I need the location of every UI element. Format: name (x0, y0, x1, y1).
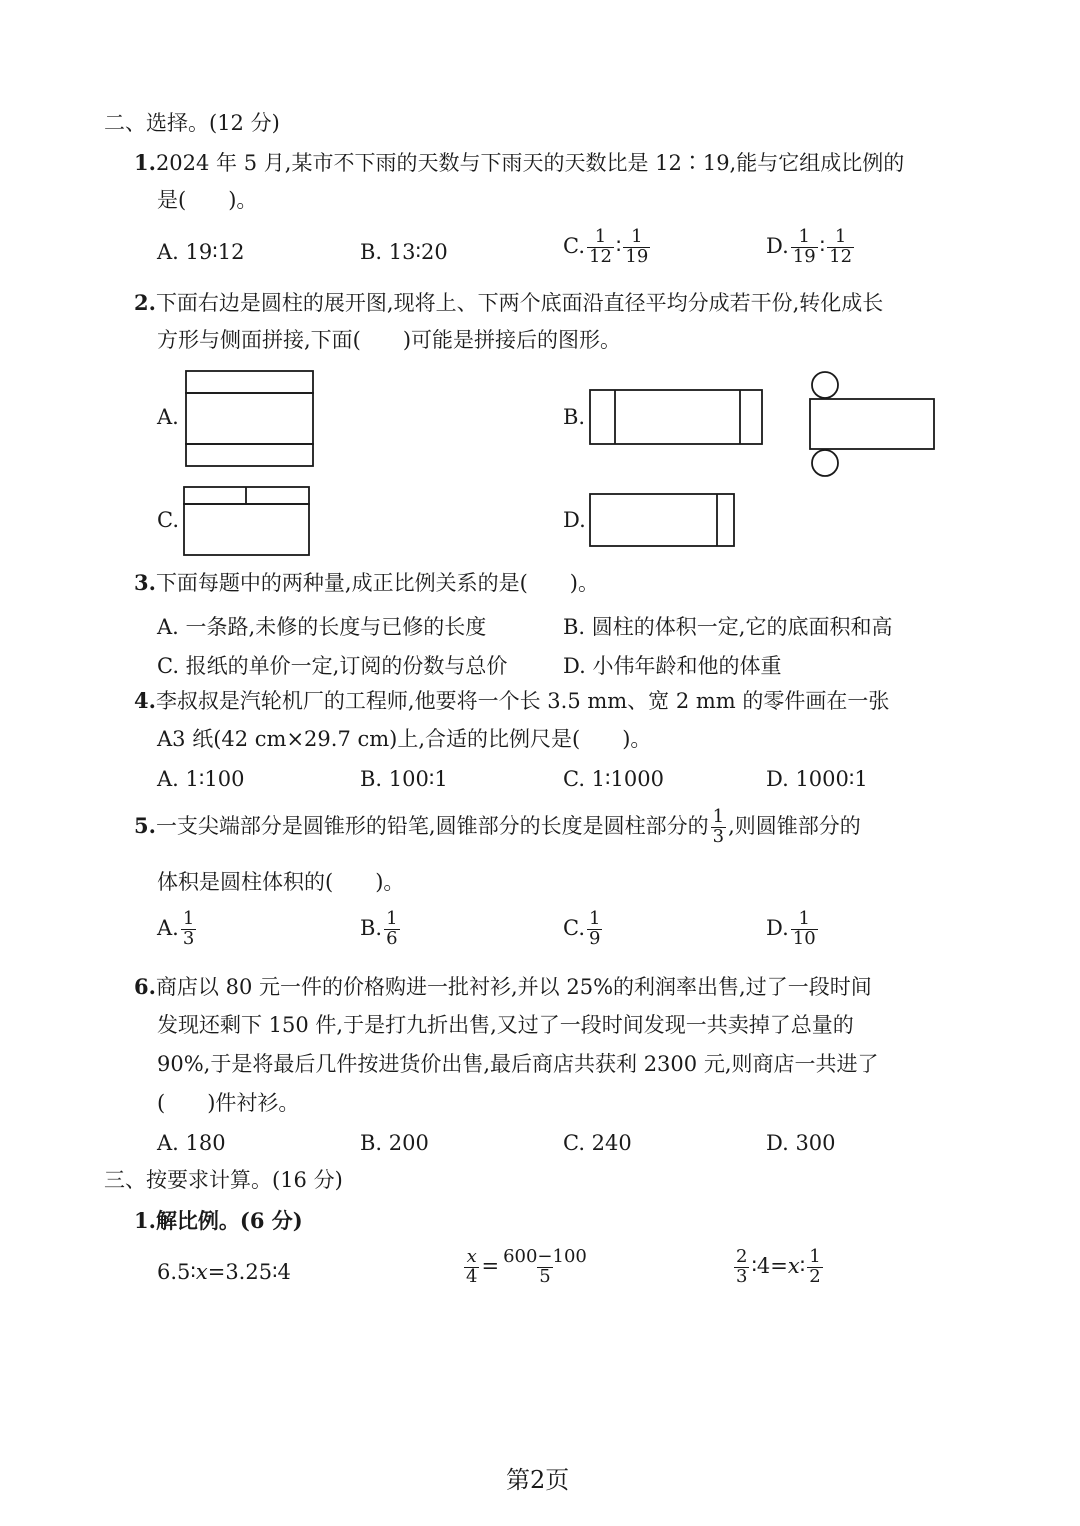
q3-number: 3. (134, 570, 156, 595)
q6-line1: 商店以 80 元一件的价格购进一批衬衫,并以 25%的利润率出售,过了一段时间 (155, 975, 872, 999)
q6-line4: ( )件衬衫。 (157, 1091, 300, 1115)
q1-option-b[interactable]: B. 13∶20 (360, 240, 448, 264)
fraction: $\frac{2}{3}$ (736, 1246, 748, 1287)
q2-option-a-label[interactable]: A. (157, 405, 179, 429)
s3-q1-title: 解比例。(6 分) (155, 1208, 303, 1233)
q4-option-c[interactable]: C. 1∶1000 (563, 767, 664, 791)
fraction: $\frac{1}{2}$ (809, 1246, 821, 1287)
q6-option-c[interactable]: C. 240 (563, 1131, 632, 1155)
equation-1: 6.5∶x=3.25∶4 (157, 1260, 291, 1284)
q1-option-d[interactable]: D. $\frac{1}{19}$ ∶ $\frac{1}{12}$ (766, 226, 853, 267)
fraction: $\frac{600-100}{5}$ (503, 1246, 587, 1287)
section3-title: 三、按要求计算。(16 分) (104, 1168, 343, 1192)
fraction: $\frac{x}{4}$ (466, 1246, 478, 1287)
q1-option-c[interactable]: C. $\frac{1}{12}$ ∶ $\frac{1}{19}$ (563, 226, 649, 267)
q4-number: 4. (134, 688, 156, 713)
q1-option-c-label: C. (563, 233, 585, 258)
q3-option-d[interactable]: D. 小伟年龄和他的体重 (563, 654, 782, 678)
fraction: $\frac{1}{19}$ (792, 226, 816, 267)
q5-line2: 体积是圆柱体积的( )。 (157, 870, 405, 894)
fraction: $\frac{1}{6}$ (386, 908, 398, 949)
q5-line1-post: ,则圆锥部分的 (728, 813, 861, 838)
q2-option-b-figure[interactable] (590, 390, 763, 445)
q4-line1: 李叔叔是汽轮机厂的工程师,他要将一个长 3.5 mm、宽 2 mm 的零件画在一张 (155, 689, 890, 713)
q3-option-b[interactable]: B. 圆柱的体积一定,它的底面积和高 (563, 615, 893, 639)
q6-number: 6. (134, 974, 156, 999)
q1-option-d-label: D. (766, 233, 789, 258)
q4-option-a[interactable]: A. 1∶100 (157, 767, 245, 791)
q1-option-a[interactable]: A. 19∶12 (157, 240, 245, 264)
q5-line1-pre: 一支尖端部分是圆锥形的铅笔,圆锥部分的长度是圆柱部分的 (155, 813, 709, 838)
q2-option-d-label[interactable]: D. (563, 508, 586, 532)
q3-option-c[interactable]: C. 报纸的单价一定,订阅的份数与总价 (157, 654, 508, 678)
q6-option-b[interactable]: B. 200 (360, 1131, 429, 1155)
q2-option-d-figure[interactable] (590, 494, 736, 549)
cylinder-net-figure (808, 371, 936, 481)
q2-number: 2. (134, 290, 156, 315)
q1-line2: 是( )。 (157, 188, 258, 212)
q2-option-b-label[interactable]: B. (563, 405, 586, 429)
q5-option-a[interactable]: A. $\frac{1}{3}$ (157, 908, 195, 949)
q6-line2: 发现还剩下 150 件,于是打九折出售,又过了一段时间发现一共卖掉了总量的 (157, 1013, 854, 1037)
q5-option-c[interactable]: C. $\frac{1}{9}$ (563, 908, 601, 949)
q2-option-a-figure[interactable] (186, 371, 314, 467)
q3-text (134, 572, 599, 594)
fraction: $\frac{1}{3}$ (182, 908, 195, 949)
fraction: $\frac{1}{12}$ (589, 226, 612, 267)
q4-option-b[interactable]: B. 100∶1 (360, 767, 448, 791)
s3-q1-number: 1. (134, 1208, 156, 1233)
q5-text (134, 808, 861, 847)
page-number: 第2页 (506, 1466, 570, 1494)
q1-number: 1. (134, 150, 156, 175)
q1-line1: 2024 年 5 月,某市不下雨的天数与下雨天的天数比是 12∶19,能与它组成比例的 (155, 151, 905, 175)
fraction: $\frac{1}{19}$ (625, 226, 649, 267)
q4-text (134, 690, 889, 712)
q2-line2: 方形与侧面拼接,下面( )可能是拼接后的图形。 (157, 328, 622, 352)
s3-q1-text (134, 1210, 303, 1232)
q6-option-a[interactable]: A. 180 (157, 1131, 226, 1155)
q2-option-c-figure[interactable] (184, 487, 311, 557)
q4-line2: A3 纸(42 cm×29.7 cm)上,合适的比例尺是( )。 (157, 727, 652, 751)
q4-option-d[interactable]: D. 1000∶1 (766, 767, 868, 791)
q2-text (134, 292, 883, 314)
q2-option-c-label[interactable]: C. (157, 508, 179, 532)
q5-option-b[interactable]: B. $\frac{1}{6}$ (360, 908, 398, 949)
q5-number: 5. (134, 812, 156, 838)
q6-option-d[interactable]: D. 300 (766, 1131, 836, 1155)
fraction: $\frac{1}{10}$ (792, 908, 816, 949)
fraction: $\frac{1}{12}$ (829, 226, 853, 267)
section2-title: 二、选择。(12 分) (104, 111, 280, 135)
q2-line1: 下面右边是圆柱的展开图,现将上、下两个底面沿直径平均分成若干份,转化成长 (155, 291, 884, 315)
equation-2: $\frac{x}{4}$ = $\frac{600-100}{5}$ (466, 1246, 587, 1287)
equation-3: $\frac{2}{3}$ ∶4=x∶ $\frac{1}{2}$ (736, 1246, 821, 1287)
q6-text (134, 976, 872, 998)
q3-option-a[interactable]: A. 一条路,未修的长度与已修的长度 (157, 615, 487, 639)
fraction: $\frac{1}{9}$ (589, 908, 601, 949)
q6-line3: 90%,于是将最后几件按进货价出售,最后商店共获利 2300 元,则商店一共进了 (157, 1052, 879, 1076)
fraction: $\frac{1}{3}$ (712, 806, 725, 847)
q5-option-d[interactable]: D. $\frac{1}{10}$ (766, 908, 816, 949)
q1-text (134, 152, 904, 174)
q3-line1: 下面每题中的两种量,成正比例关系的是( )。 (155, 571, 599, 595)
